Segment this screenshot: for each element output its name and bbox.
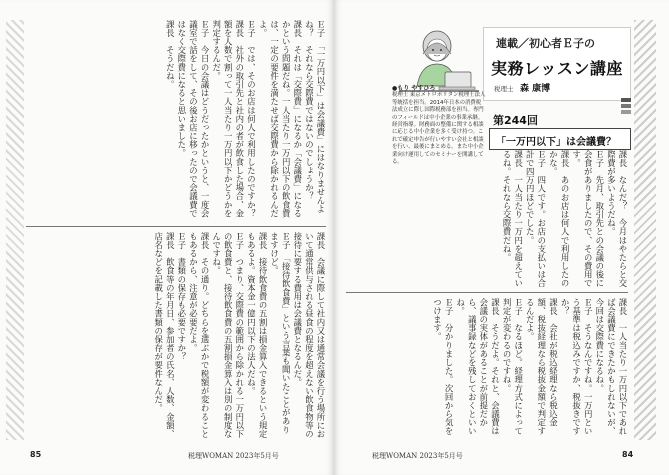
paragraph: 課長 そうだね。 (165, 20, 176, 89)
paragraph: Ｅ子 「一万円以下」は会議費」にはなりませんよね？ それなら交際費ではないのでしょうか？ (304, 20, 326, 214)
left-journal-footer: 税理WOMAN 2023年5月号 (188, 452, 279, 460)
right-journal-footer: 税理WOMAN 2023年5月号 (372, 452, 463, 460)
bio-name: ●もり やすひろ (392, 85, 436, 92)
article-topic: 「一万円以下」は会議費？ (496, 137, 616, 148)
author-role: 税理士 (494, 85, 514, 93)
paragraph: 課長 そうだよ。それと、会議費は会議の実体があることが前提だから、議事録などを残しておくといいね。 (455, 298, 501, 436)
paragraph: 課長 一人当たり一万円を超えているね。それなら交際費だね。 (502, 150, 524, 288)
paragraph: Ｅ子 なるほど。経理方式によって判定が変わるのですね。 (502, 298, 524, 436)
issue-number: 第244回 (493, 114, 538, 127)
left-top-text (26, 20, 326, 222)
left-page (0, 0, 334, 475)
paragraph: Ｅ子 つまり、交際費の範囲から除かれる一万円以下の飲食費と、接待飲食費の五割損金算入は別の制度なんですね。 (211, 232, 245, 439)
paragraph: Ｅ子 書類の保存も必要ですか？ (176, 232, 187, 361)
paragraph: Ｅ子 今日の会議はどうだったかというと、一度会議室で話をして、その後お店に移ったので会議費ではなく交際費になると思いました。 (176, 20, 211, 218)
paragraph: 課長 社外の取引先と社内の者が飲食した場合、金額を人数で割って一人当たり一万円以下かどうかを判定するんだ。 (211, 20, 245, 218)
paragraph: 課長 それは「交際費」になるか「会議費」になるかという問題だね。一人当たり一万円以下の飲食費は、一定の要件を満たせば交際費から除かれるんだよ。 (258, 20, 303, 218)
paragraph: 課長 なんだ？ 今月はやたらと交際費が多いようだね。 (606, 150, 628, 288)
paragraph: 課長 あのお店は何人で利用したのかな。 (548, 150, 571, 288)
author-name: 森 康博 (520, 84, 551, 94)
decorative-border-left (6, 20, 24, 440)
paragraph: 課長 接待飲食費の五割は損金算入できるという規定もあるよ。資本金一億円以下の法人だね。 (246, 232, 269, 439)
right-top-text (346, 150, 628, 288)
page-title: 実務レッスン講座 (491, 59, 623, 78)
paragraph: 課長 一人当たり一万円以下であれば会議費にできたかもしれないが、今回は交際費になるね。 (594, 298, 628, 436)
paragraph: Ｅ子 そうなんですね。一万円という基準は税込みですか、税抜きですか？ (560, 298, 594, 436)
bio-text: 税理士 東京メトロポリタン税理士法人等統括を担当。2014年日本の消費税法成立に際し国際税務部を担当。専門のフィールドは中小企業の事業承継。経営指導。財務面の整備に関する相談に応じる中小企業を多く受け持つ。これで確定申告が行いやすい会社と相談を行い、最後にまとめる。また中小企業向け運用してのセミナーを開講してる。 (392, 92, 486, 166)
paragraph: 課長 飲食等の年月日、参加者の氏名、人数、金額、店名などを記載した書類の保存が要件なんだ。 (153, 232, 176, 439)
right-page-number: 84 (622, 450, 634, 459)
paragraph: Ｅ子 先月、取引先との会議の後に会食がありましたので、その費用です。 (571, 150, 605, 288)
paragraph: Ｅ子 分かりました。次回から気をつけます。 (432, 298, 455, 436)
series-title: 連載／初心者Ｅ子の (496, 37, 595, 50)
paragraph: 課長 会社が税込経理なら税込金額、税抜経理なら税抜金額で判定するんだよ。 (525, 298, 559, 436)
column-divider (26, 226, 326, 227)
paragraph: Ｅ子 四人です。お店の支払いは合計で四万円ほどでした。 (525, 150, 547, 288)
paragraph: Ｅ子 では、そのお店は何人で利用したのですか？ (246, 20, 257, 218)
paragraph: 課長 その通り。どちらを選ぶかで税額が変わることもあるから、注意が必要だよ。 (188, 232, 211, 439)
decorative-border-right (634, 20, 656, 440)
right-bottom-text (346, 298, 628, 442)
paragraph: Ｅ子 「接待飲食費」という言葉も聞いたことがありますけど。 (269, 232, 292, 434)
left-page-number: 85 (30, 450, 42, 459)
paragraph: 課長 会議に際して社内又は通常会議を行う場所において通常供与される昼食の程度を超えない飲食物等の接待に要する費用は会議費となるんだ。 (292, 232, 326, 439)
left-bottom-text (26, 232, 326, 442)
document-stack-icon (620, 96, 632, 118)
column-divider (346, 292, 628, 293)
